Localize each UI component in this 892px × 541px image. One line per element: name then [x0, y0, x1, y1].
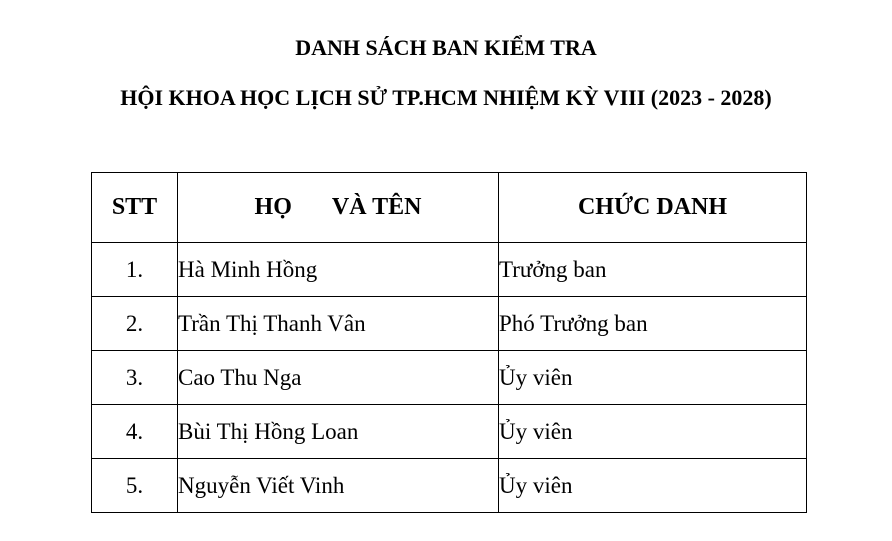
- row-number: 5.: [92, 459, 178, 513]
- row-number: 4.: [92, 405, 178, 459]
- header-full-name: [178, 173, 499, 243]
- document-subtitle: HỘI KHOA HỌC LỊCH SỬ TP.HCM NHIỆM KỲ VIII (2023 - 2028): [120, 85, 772, 110]
- member-position: Ủy viên: [499, 405, 807, 459]
- table-row: [92, 351, 807, 405]
- member-name: Bùi Thị Hồng Loan: [178, 405, 499, 459]
- row-number: 1.: [92, 243, 178, 297]
- header-stt: STT: [92, 173, 178, 243]
- inspection-board-table: [91, 172, 807, 513]
- member-position: Phó Trưởng ban: [499, 297, 807, 351]
- member-name: Nguyễn Viết Vinh: [178, 459, 499, 513]
- header-name-part2: VÀ TÊN: [331, 194, 422, 220]
- table-row: [92, 459, 807, 513]
- table-row: [92, 405, 807, 459]
- header-position: CHỨC DANH: [499, 173, 807, 243]
- member-position: Ủy viên: [499, 351, 807, 405]
- member-name: Cao Thu Nga: [178, 351, 499, 405]
- document-title: DANH SÁCH BAN KIỂM TRA: [295, 35, 597, 60]
- member-name: Trần Thị Thanh Vân: [178, 297, 499, 351]
- member-position: Trưởng ban: [499, 243, 807, 297]
- table-header-row: [92, 173, 807, 243]
- row-number: 2.: [92, 297, 178, 351]
- member-name: Hà Minh Hồng: [178, 243, 499, 297]
- header-name-part1: HỌ: [254, 194, 292, 220]
- table-row: [92, 297, 807, 351]
- row-number: 3.: [92, 351, 178, 405]
- member-position: Ủy viên: [499, 459, 807, 513]
- table-row: [92, 243, 807, 297]
